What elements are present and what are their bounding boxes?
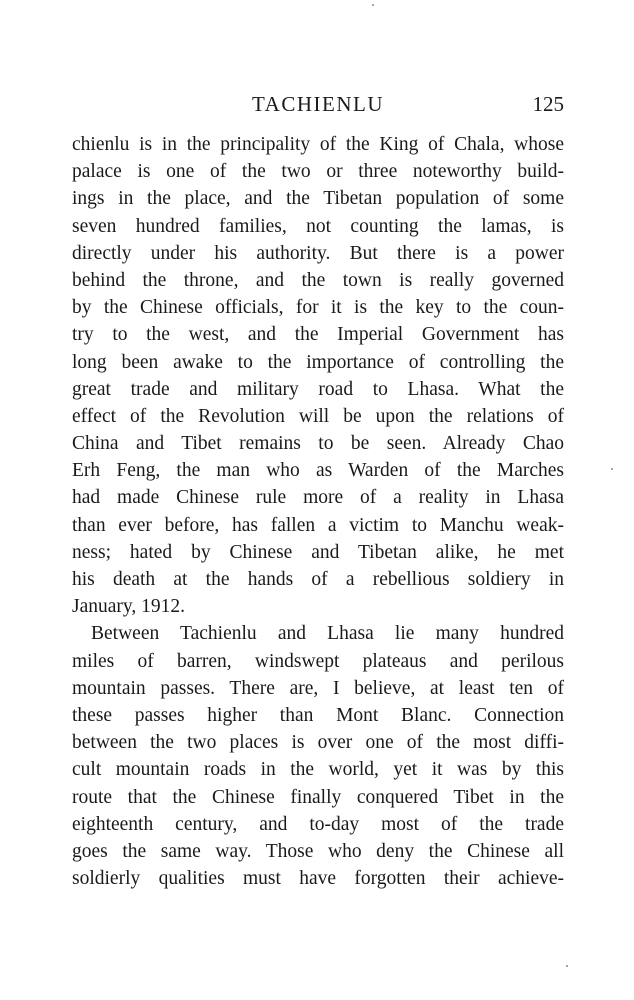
running-head-title: TACHIENLU [252,92,384,116]
text-line: had made Chinese rule more of a reality in Lhasa [72,487,564,509]
text-line: soldierly qualities must have forgotten their achieve- [72,868,564,890]
text-line: miles of barren, windswept plateaus and perilous [72,650,564,672]
text-line: seven hundred families, not counting the lamas, is [72,215,564,237]
text-line: Between Tachienlu and Lhasa lie many hundred [91,623,564,645]
paragraph-2 [72,620,564,892]
text-line: chienlu is in the principality of the King of Chala, whose [72,134,564,155]
text-line: route that the Chinese finally conquered Tibet in the [72,786,564,808]
text-line: between the two places is over one of the most diffi- [72,732,564,754]
text-line: try to the west, and the Imperial Government has [72,324,564,346]
text-line: than ever before, has fallen a victim to Manchu weak- [72,514,564,536]
text-line: long been awake to the importance of controlling the [72,351,564,373]
text-line: eighteenth century, and to-day most of the trade [72,813,564,835]
text-line: Erh Feng, the man who as Warden of the Marches [72,460,564,482]
scan-speck [372,4,374,6]
text-line: mountain passes. There are, I believe, at least ten of [72,677,564,699]
text-line: great trade and military road to Lhasa. What the [72,378,564,400]
scan-speck [566,965,568,967]
paragraph-1 [72,131,564,620]
text-line: China and Tibet remains to be seen. Already Chao [72,433,564,455]
running-head [72,92,564,122]
body-text [72,131,564,892]
text-line: ings in the place, and the Tibetan population of some [72,188,564,210]
text-line: by the Chinese officials, for it is the key to the coun- [72,297,564,319]
text-line: January, 1912. [72,596,186,618]
text-line: ness; hated by Chinese and Tibetan alike, he met [72,541,564,563]
text-line: goes the same way. Those who deny the Chinese all [72,840,564,862]
text-line: directly under his authority. But there is a power [72,242,564,264]
text-line: effect of the Revolution will be upon the relations of [72,405,564,427]
text-line: his death at the hands of a rebellious soldiery in [72,569,564,590]
text-line: cult mountain roads in the world, yet it was by this [72,759,564,781]
text-line: palace is one of the two or three noteworthy build- [72,161,564,183]
text-line: behind the throne, and the town is really governed [72,269,564,291]
page-number: 125 [532,92,564,116]
scan-speck [611,468,613,470]
text-line: these passes higher than Mont Blanc. Connection [72,704,564,726]
